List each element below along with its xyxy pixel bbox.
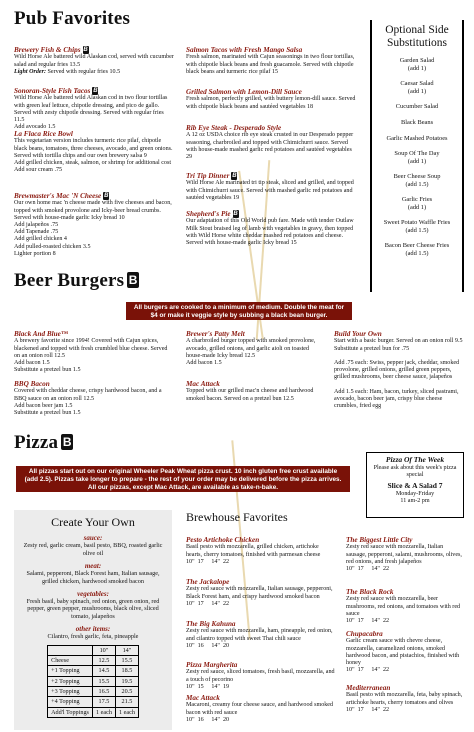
side-name: Garlic Fries <box>401 196 433 204</box>
table-cell <box>48 645 93 655</box>
beer-burgers-heading <box>14 270 139 292</box>
item-description: Fresh salmon, marinated with Cajun seasonings in two flour tortillas, with chipotle black beans and fresh guacamole. Served with chipotle black beans and turmeric rice pilaf 15 <box>186 54 355 75</box>
item-description: Basil pesto with mozzarella, feta, baby spinach, artichoke hearts, cherry tomatoes and olives <box>346 692 463 706</box>
table-row <box>48 707 139 717</box>
item-extra: Add bacon beer jam 1.5 Substitute a pretzel bun 1.5 <box>14 402 81 417</box>
table-row <box>48 676 139 686</box>
item-title: Pizza Margherita <box>186 661 238 669</box>
item-extra: Add bacon 1.5 <box>186 360 222 367</box>
side-item <box>375 150 459 165</box>
side-name: Garden Salad <box>399 57 435 65</box>
menu-item <box>346 684 464 714</box>
item-title: Build Your Own <box>334 330 382 338</box>
pub-favorites-heading: Pub Favorites <box>14 8 131 29</box>
table-cell: 14" <box>115 645 138 655</box>
beer-badge-icon: B <box>93 88 98 94</box>
table-cell: 1 each <box>92 707 115 717</box>
side-price: (add 1) <box>407 64 427 72</box>
item-title: BBQ Bacon <box>14 380 50 388</box>
table-cell: +1 Topping <box>48 666 93 676</box>
item-title: Salmon Tacos with Fresh Mango Salsa <box>186 46 303 54</box>
item-price: 10" 17 14" 22 <box>346 706 390 713</box>
item-description: Our adaptation of this Old World pub fare. Made with tender Outlaw Milk Stout braised leg of lamb with vegetables in gravy, then topped with Wild Horse white cheddar mashed red potatoes and cheese. Served with house-made garlic Icky bread 15 <box>186 218 354 247</box>
side-price: (add 1) <box>407 157 427 165</box>
item-description: Wild Horse Ale marinated tri tip steak, sliced and grilled, and topped with Chimichurri sauce. Served with mashed garlic red potatoes and sautéed vegetables 19 <box>186 180 354 201</box>
item-price: 10" 15 14" 19 <box>186 683 230 690</box>
table-cell: 15.5 <box>92 676 115 686</box>
table-cell: 15.5 <box>115 655 138 665</box>
side-name: Bacon Beer Cheese Fries <box>384 242 450 250</box>
side-price: (add 1.5) <box>405 180 429 188</box>
item-description: Wild Horse Ale battered wild Alaskan cod, served with cucumber salad and regular fries 13.5 <box>14 54 174 68</box>
beer-badge-icon: B <box>62 435 72 449</box>
table-cell: 16.5 <box>92 686 115 696</box>
beer-badge-icon: B <box>232 173 237 179</box>
item-title: Mac Attack <box>186 380 220 388</box>
item-title: La Flaca Rice Bowl <box>14 130 73 138</box>
table-cell: 17.5 <box>92 697 115 707</box>
item-description: Basil pesto with mozzarella, grilled chicken, artichoke hearts, cherry tomatoes, finished with parmesan cheese <box>186 544 321 558</box>
side-item <box>375 242 459 257</box>
side-item <box>375 103 459 111</box>
menu-item <box>186 124 356 161</box>
item-title: The Big Kahuna <box>186 620 236 628</box>
side-name: Cucumber Salad <box>395 103 439 111</box>
item-price: 10" 16 14" 20 <box>186 642 230 649</box>
cyo-text: Zesty red, garlic cream, basil pesto, BBQ, roasted garlic olive oil <box>23 542 163 557</box>
menu-item <box>14 130 174 174</box>
slice-salad-hours: 11 am-2 pm <box>400 498 430 505</box>
side-name: Caesar Salad <box>400 80 434 88</box>
menu-item <box>14 380 174 417</box>
item-extra: Substitute a pretzel bun for .75 Add .75 each: Swiss, pepper jack, cheddar, smoked provolone, grilled onions, grilled green peppers, grilled mushrooms, beer cheese sauce, jalapeños Add 1.5 each: Ham, bacon, turkey, sliced pastrami, avocado, bacon beer jam, crispy blue cheese crumbles, fried egg <box>334 345 460 410</box>
table-cell: +2 Topping <box>48 676 93 686</box>
side-name: Black Beans <box>400 119 434 127</box>
item-title: Grilled Salmon with Lemon-Dill Sauce <box>186 88 302 96</box>
side-name: Garlic Mashed Potatoes <box>386 134 448 142</box>
side-price: (add 1.5) <box>405 226 429 234</box>
cyo-text: Fresh basil, baby spinach, red onion, green onion, red pepper, green pepper, mushrooms, black olive, sliced tomato, jalapeños <box>26 598 160 620</box>
item-title: Rib Eye Steak - Desperado Style <box>186 124 282 132</box>
pizza-banner: All pizzas start out on our original Wheeler Peak Wheat pizza crust. 10 inch gluten free crust available (add 2.5). Pizzas take longer to prepare - the rest of your order may be delivered before the pizza arrives. All our pizzas, except Mac Attack, are available as take-n-bake. <box>16 466 350 492</box>
menu-item <box>186 620 336 650</box>
item-title: Shepherd's Pie <box>186 210 231 218</box>
cyo-heading: Create Your Own <box>51 515 135 529</box>
menu-item <box>186 210 356 247</box>
cyo-label: vegetables: <box>77 589 109 598</box>
menu-item <box>186 88 356 111</box>
brewhouse-heading: Brewhouse Favorites <box>186 510 288 524</box>
menu-item <box>186 694 336 724</box>
item-title: Pesto Artichoke Chicken <box>186 536 260 544</box>
cyo-text: Cilantro, fresh garlic, feta, pineapple <box>47 633 139 641</box>
beer-badge-icon: B <box>128 273 138 287</box>
table-cell: +3 Topping <box>48 686 93 696</box>
side-item <box>375 219 459 234</box>
menu-item <box>186 330 326 367</box>
beer-badge-icon: B <box>104 193 109 199</box>
beer-badge-icon: B <box>83 47 88 53</box>
menu-item <box>186 172 356 202</box>
cyo-label: sauce: <box>83 534 103 543</box>
table-cell: 10" <box>92 645 115 655</box>
burger-banner: All burgers are cooked to a minimum of medium. Double the meat for $4 or make it veggie style by subbing a black bean burger. <box>126 302 352 320</box>
item-title: Brewer's Patty Melt <box>186 330 245 338</box>
item-description: Garlic cream sauce with chevre cheese, mozzarella, caramelized onions, smoked hardwood bacon, and pistachios, finished with honey <box>346 638 460 667</box>
side-item <box>375 135 459 143</box>
menu-item <box>14 330 174 374</box>
item-price: 10" 17 14" 22 <box>186 558 230 565</box>
side-substitutions-panel <box>370 20 464 292</box>
pizza-title: Pizza <box>14 432 59 453</box>
table-cell: Cheese <box>48 655 93 665</box>
pizza-of-the-week-box <box>366 452 464 518</box>
pizza-heading <box>14 432 73 454</box>
menu-item <box>346 536 464 573</box>
create-your-own-panel <box>14 510 172 730</box>
item-description: A 12 oz USDA choice rib eye steak crusted in our Desperado pepper seasoning, charbroiled and topped with Chimichurri sauce. Served with house-made mashed garlic red potatoes and sautéed vegetables 29 <box>186 132 354 161</box>
pizza-price-table <box>47 645 139 718</box>
menu-item <box>346 630 464 674</box>
item-description: Fresh salmon, perfectly grilled, with buttery lemon-dill sauce. Served with chipotle black beans and sautéed vegetables 18 <box>186 96 356 110</box>
item-description: Zesty red sauce, sliced tomatoes, fresh basil, mozzarella, and a touch of pecorino <box>186 669 335 683</box>
item-title: Sonoran-Style Fish Tacos <box>14 87 91 95</box>
side-name: Sweet Potato Waffle Fries <box>383 219 451 227</box>
sides-heading: Optional Side Substitutions <box>385 24 449 49</box>
item-title: Brewmaster's Mac 'N Cheese <box>14 192 102 200</box>
cyo-label: meat: <box>84 562 102 571</box>
menu-item <box>186 578 336 608</box>
menu-item <box>186 661 336 691</box>
light-order-label: Light Order: <box>14 68 46 75</box>
table-row <box>48 645 139 655</box>
item-price: 10" 17 14" 22 <box>346 618 390 625</box>
table-cell: 21.5 <box>115 697 138 707</box>
item-title: The Black Rock <box>346 588 394 596</box>
slice-salad-days: Monday-Friday <box>395 491 435 498</box>
item-description: A charbroiled burger topped with smoked provolone, avocado, grilled onions, and garlic aioli on toasted house-made Icky bread 12.5 <box>186 338 316 359</box>
item-price: 10" 17 14" 22 <box>346 667 390 674</box>
menu-item <box>14 192 174 258</box>
item-title: Brewery Fish & Chips <box>14 46 81 54</box>
item-extra: Add jalapeños .75 Add Tapenade .75 Add grilled chicken 4 Add pulled-roasted chicken 3.5 Lighter portion 8 <box>14 222 91 257</box>
side-item <box>375 173 459 188</box>
beer-burgers-title: Beer Burgers <box>14 270 125 291</box>
table-row <box>48 686 139 696</box>
item-description: Topped with our grilled mac'n cheese and hardwood smoked bacon. Served on a pretzel bun 12.5 <box>186 388 314 402</box>
item-description: Start with a basic burger. Served on an onion roll 9.5 <box>334 338 463 345</box>
item-title: Mediterranean <box>346 684 391 692</box>
cyo-label: other items: <box>75 625 111 634</box>
side-name: Beer Cheese Soup <box>393 173 441 181</box>
side-item <box>375 196 459 211</box>
menu-item <box>346 588 464 625</box>
table-cell: Add'l Toppings <box>48 707 93 717</box>
menu-item <box>14 46 174 76</box>
item-description: Zesty red sauce with mozzarella, ham, pineapple, red onion, and cilantro topped with sweet Thai chili sauce <box>186 628 333 642</box>
table-cell: 14.5 <box>92 666 115 676</box>
item-description: Wild Horse Ale battered wild Alaskan cod in two flour tortillas with green leaf lettuce, chipotle dressing, and pico de gallo. Served with zesty chipotle dressing. Served with regular fries 11.5 <box>14 95 168 124</box>
light-order-text: Served with regular fries 10.5 <box>47 68 121 75</box>
item-description: Macaroni, creamy four cheese sauce, and hardwood smoked bacon with red sauce <box>186 702 334 716</box>
side-price: (add 1.5) <box>405 250 429 258</box>
item-extra: Add grilled chicken, steak, salmon, or shrimp for additional cost Add sour cream .75 <box>14 160 172 174</box>
side-item <box>375 119 459 127</box>
item-description: Zesty red sauce with mozzarella, Italian sausage, pepperoni, salami, mushrooms, olives, red onions, and fresh jalapeños <box>346 544 462 565</box>
item-extra: Add bacon 1.5 Substitute a pretzel bun 1.5 <box>14 360 81 374</box>
table-cell: +4 Topping <box>48 697 93 707</box>
table-cell: 1 each <box>115 707 138 717</box>
table-row <box>48 666 139 676</box>
menu-item <box>186 380 326 403</box>
item-description: Zesty red sauce with mozzarella, Italian sausage, pepperoni, Black Forest ham, and crispy hardwood smoked bacon <box>186 586 333 600</box>
table-row <box>48 697 139 707</box>
table-cell: 20.5 <box>115 686 138 696</box>
pizza-week-title: Pizza Of The Week <box>385 455 445 464</box>
slice-salad-title: Slice & A Salad <box>387 481 437 491</box>
table-cell: 12.5 <box>92 655 115 665</box>
side-price: (add 1) <box>407 203 427 211</box>
table-cell: 19.5 <box>115 676 138 686</box>
item-extra: Add avocado 1.5 <box>14 124 56 131</box>
menu-item <box>186 536 336 566</box>
item-description: This vegetarian version includes turmeric rice pilaf, chipotle black beans, tomatoes, three cheeses, avocado, and green onions. Served with tortilla chips and our own brewery salsa 9 <box>14 138 173 159</box>
slice-salad-price: 7 <box>438 481 443 491</box>
item-title: Mac Attack <box>186 694 220 702</box>
item-title: Black And Blue™ <box>14 330 69 338</box>
side-item <box>375 57 459 72</box>
table-row <box>48 655 139 665</box>
beer-badge-icon: B <box>233 211 238 217</box>
menu-item <box>186 46 356 76</box>
item-price: 10" 17 14" 22 <box>346 566 390 573</box>
cyo-text: Salami, pepperoni, Black Forest ham, Italian sausage, grilled chicken, hardwood smoked bacon <box>26 570 160 585</box>
item-title: Tri Tip Dinner <box>186 172 230 180</box>
side-item <box>375 80 459 95</box>
item-description: A brewery favorite since 1994! Covered with Cajun spices, blackened and topped with fresh crumbled blue cheese. Served on an onion roll 12.5 <box>14 338 168 359</box>
item-description: Zesty red sauce with mozzarella, beer mushrooms, red onions, and tomatoes with red sauce <box>346 596 461 617</box>
item-title: The Jackalope <box>186 578 230 586</box>
item-price: 10" 17 14" 22 <box>186 600 230 607</box>
table-cell: 18.5 <box>115 666 138 676</box>
item-description: Covered with cheddar cheese, crispy hardwood bacon, and a BBQ sauce on an onion roll 12.5 <box>14 388 162 402</box>
pizza-week-text: Please ask about this week's pizza special <box>373 464 457 479</box>
item-description: Our own home mac 'n cheese made with five cheeses and bacon, topped with smoked provolone and Icky-beer bread crumbs. Served with house-made garlic Icky bread 10 <box>14 200 172 221</box>
side-price: (add 1) <box>407 87 427 95</box>
item-title: The Biggest Little City <box>346 536 413 544</box>
side-name: Soup Of The Day <box>394 150 440 158</box>
item-price: 10" 16 14" 20 <box>186 716 230 723</box>
item-title: Chupacabra <box>346 630 383 638</box>
menu-item <box>334 330 464 410</box>
menu-item <box>14 87 174 131</box>
